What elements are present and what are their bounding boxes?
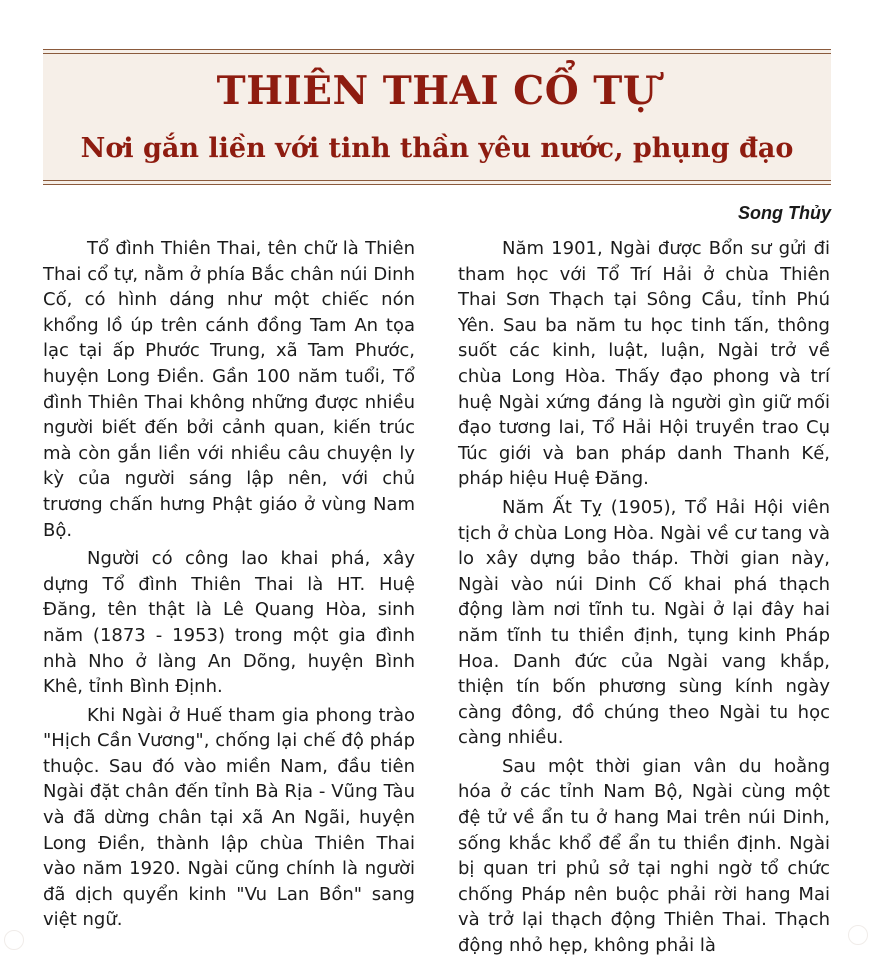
right-column <box>458 236 830 962</box>
article-author: Song Thủy <box>738 203 831 223</box>
article-title: THIÊN THAI CỔ TỰ <box>216 68 658 114</box>
paragraph: Tổ đình Thiên Thai, tên chữ là Thiên Thai cổ tự, nằm ở phía Bắc chân núi Dinh Cố, có hình dáng như một chiếc nón khổng lồ úp trên cánh đồng Tam An tọa lạc tại ấp Phước Trung, xã Tam Phước, huyện Long Điền. Gần 100 năm tuổi, Tổ đình Thiên Thai không những được nhiều người biết đến bởi cảnh quan, kiến trúc mà còn gắn liền với nhiều câu chuyện ly kỳ của người sáng lập nên, với chủ trương chấn hưng Phật giáo ở vùng Nam Bộ. <box>43 238 415 541</box>
bottom-rule-inner <box>43 180 831 181</box>
left-column <box>43 236 415 936</box>
paragraph: Năm Ất Tỵ (1905), Tổ Hải Hội viên tịch ở chùa Long Hòa. Ngài về cư tang và lo xây dựng bảo tháp. Thời gian này, Ngài vào núi Dinh Cố khai phá thạch động làm nơi tĩnh tu. Ngài ở lại đây hai năm tĩnh tu thiền định, tụng kinh Pháp Hoa. Danh đức của Ngài vang khắp, thiện tín bốn phương sùng kính ngày càng đông, đồ chúng theo Ngài tu học càng nhiều. <box>458 496 830 749</box>
decorative-circle <box>4 930 24 950</box>
top-rule-inner <box>43 53 831 54</box>
paragraph: Người có công lao khai phá, xây dựng Tổ đình Thiên Thai là HT. Huệ Đăng, tên thật là Lê Quang Hòa, sinh năm (1873 - 1953) trong một gia đình nhà Nho ở làng An Dõng, huyện Bình Khê, tỉnh Bình Định. <box>43 548 415 698</box>
article-subtitle: Nơi gắn liền với tinh thần yêu nước, phụng đạo <box>80 133 794 164</box>
paragraph: Khi Ngài ở Huế tham gia phong trào "Hịch Cần Vương", chống lại chế độ pháp thuộc. Sau đó vào miền Nam, đầu tiên Ngài đặt chân đến tỉnh Bà Rịa - Vũng Tàu và đã dừng chân tại xã An Ngãi, huyện Long Điền, thành lập chùa Thiên Thai vào năm 1920. Ngài cũng chính là người đã dịch quyển kinh "Vu Lan Bồn" sang việt ngữ. <box>43 704 415 931</box>
title-banner <box>43 49 831 185</box>
top-rule-outer <box>43 49 831 50</box>
bottom-rule-outer <box>43 184 831 185</box>
decorative-circle <box>848 925 868 945</box>
paragraph: Năm 1901, Ngài được Bổn sư gửi đi tham học với Tổ Trí Hải ở chùa Thiên Thai Sơn Thạch tại Sông Cầu, tỉnh Phú Yên. Sau ba năm tu học tinh tấn, thông suốt các kinh, luật, luận, Ngài trở về chùa Long Hòa. Thấy đạo phong và trí huệ Ngài xứng đáng là người gìn giữ mối đạo tương lai, Tổ Hải Hội truyền trao Cụ Túc giới và ban pháp danh Thanh Kế, pháp hiệu Huệ Đăng. <box>458 238 830 490</box>
paragraph: Sau một thời gian vân du hoằng hóa ở các tỉnh Nam Bộ, Ngài cùng một đệ tử về ẩn tu ở hang Mai trên núi Dinh, sống khắc khổ để ẩn tu thiền định. Ngài bị quan tri phủ sở tại nghi ngờ tổ chức chống Pháp nên buộc phải rời hang Mai và trở lại thạch động Thiên Thai. Thạch động nhỏ hẹp, không phải là <box>458 755 830 957</box>
